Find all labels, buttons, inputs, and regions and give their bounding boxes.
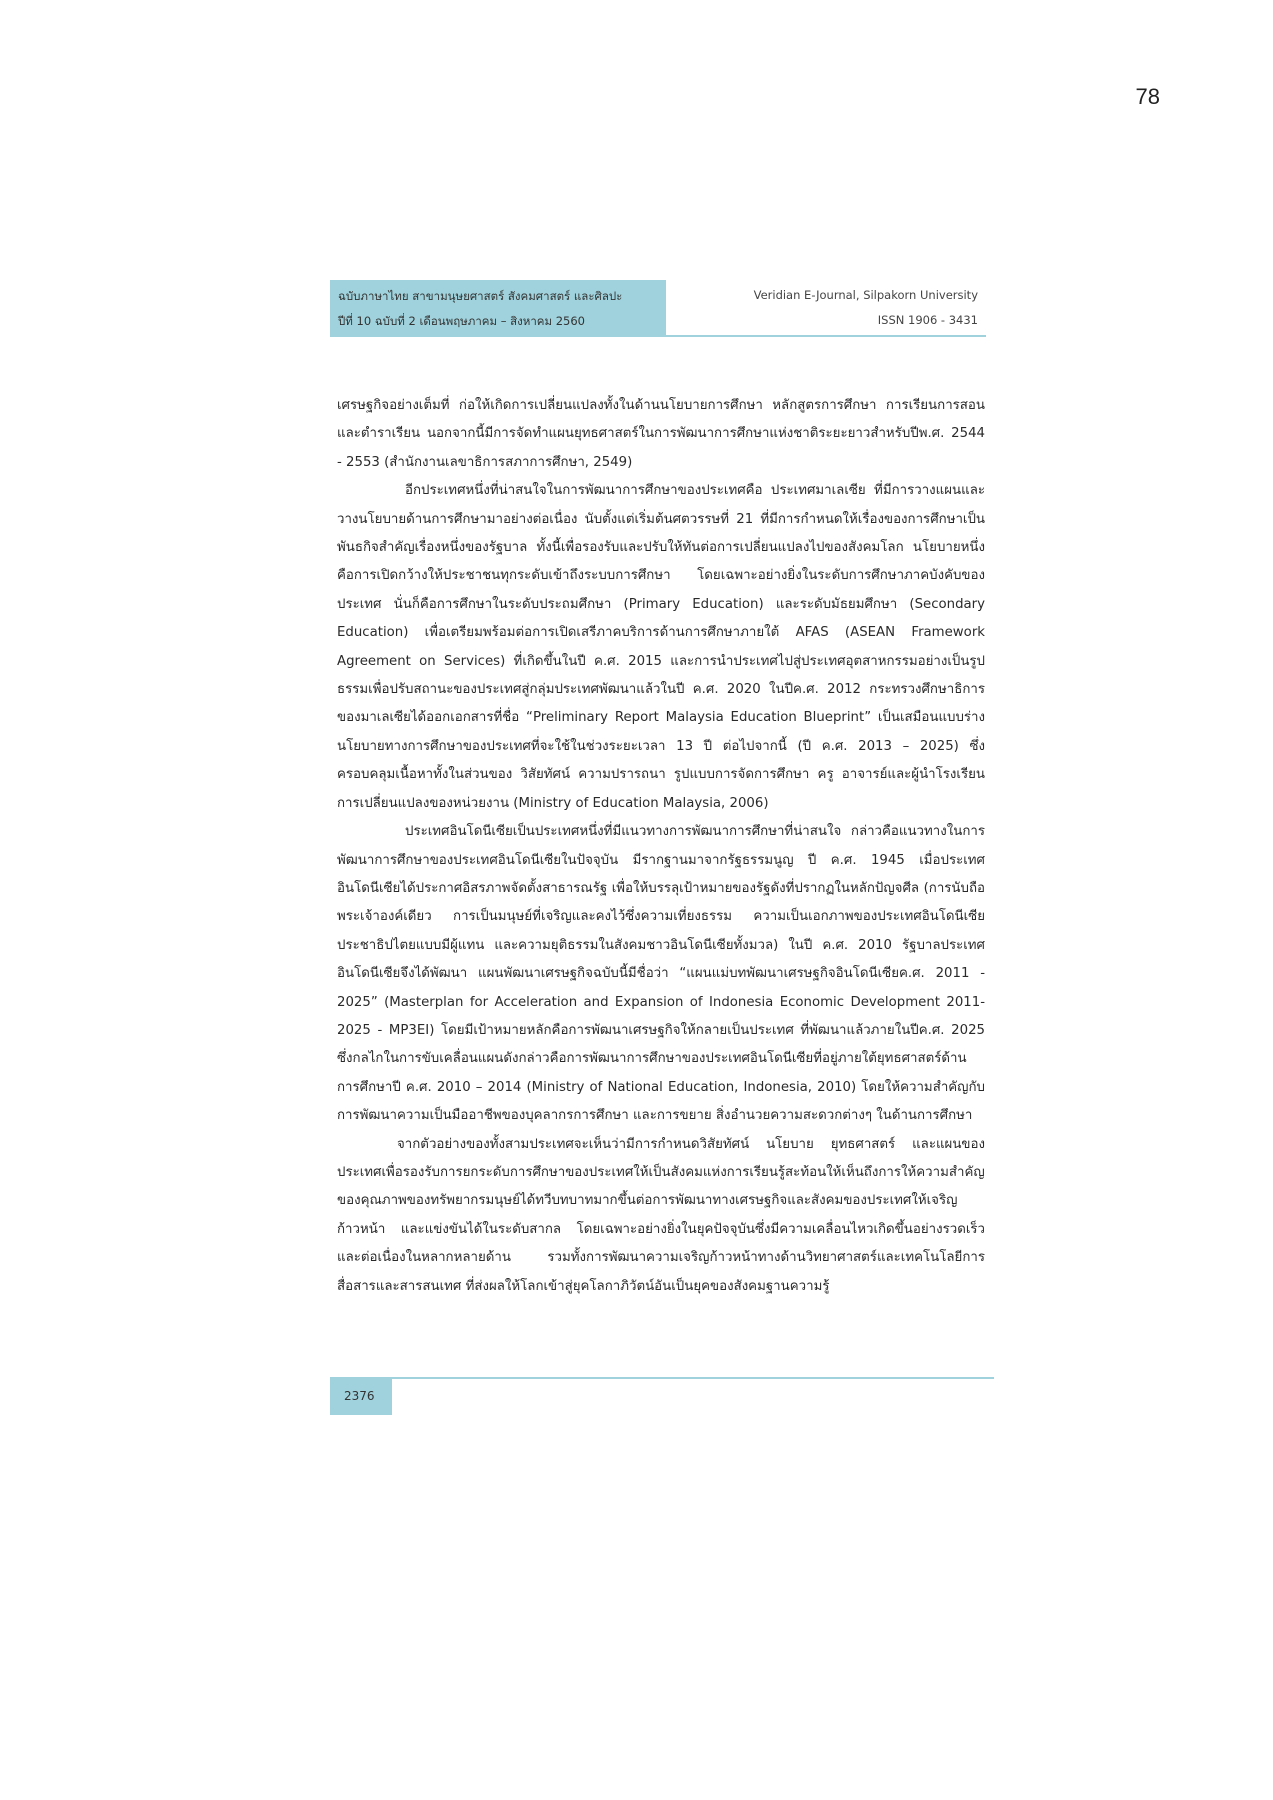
footer-rule (330, 1377, 994, 1379)
paragraph-1: เศรษฐกิจอย่างเต็มที่ ก่อให้เกิดการเปลี่ยนแปลงทั้งในด้านนโยบายการศึกษา หลักสูตรการศึกษา การเรียนการสอนและตำราเรียน นอกจากนี้มีการจัดทำแผนยุทธศาสตร์ในการพัฒนาการศึกษาแห่งชาติระยะยาวสำหรับปีพ.ศ. 2544 - 2553 (สำนักงานเลขาธิการสภาการศึกษา, 2549) (337, 398, 985, 470)
paragraph-3: ประเทศอินโดนีเซียเป็นประเทศหนึ่งที่มีแนวทางการพัฒนาการศึกษาที่น่าสนใจ กล่าวคือแนวทางในการพัฒนาการศึกษาของประเทศอินโดนีเซียในปัจจุบัน มีรากฐานมาจากรัฐธรรมนูญ ปี ค.ศ. 1945 เมื่อประเทศอินโดนีเซียได้ประกาศอิสรภาพจัดตั้งสาธารณรัฐ เพื่อให้บรรลุเป้าหมายของรัฐดังที่ปรากฏในหลักปัญจศีล (การนับถือพระเจ้าองค์เดียว การเป็นมนุษย์ที่เจริญและคงไว้ซึ่งความเที่ยงธรรม ความเป็นเอกภาพของประเทศอินโดนีเซีย ประชาธิปไตยแบบมีผู้แทน และความยุติธรรมในสังคมชาวอินโดนีเซียทั้งมวล) ในปี ค.ศ. 2010 รัฐบาลประเทศอินโดนีเซียจึงได้พัฒนา แผนพัฒนาเศรษฐกิจฉบับนี้มีชื่อว่า “แผนแม่บทพัฒนาเศรษฐกิจอินโดนีเซียค.ศ. 2011 - 2025” (Masterplan for Acceleration and Expansion of Indonesia Economic Development 2011-2025 - MP3EI) โดยมีเป้าหมายหลักคือการพัฒนาเศรษฐกิจให้กลายเป็นประเทศ ที่พัฒนาแล้วภายในปีค.ศ. 2025 ซึ่งกลไกในการขับเคลื่อนแผนดังกล่าวคือการพัฒนาการศึกษาของประเทศอินโดนีเซียที่อยู่ภายใต้ยุทธศาสตร์ด้านการศึกษาปี ค.ศ. 2010 – 2014 (Ministry of National Education, Indonesia, 2010) โดยให้ความสำคัญกับการพัฒนาความเป็นมืออาชีพของบุคลากรการศึกษา และการขยาย สิ่งอำนวยความสะดวกต่างๆ ในด้านการศึกษา (337, 824, 985, 1124)
paragraph-4: จากตัวอย่างของทั้งสามประเทศจะเห็นว่ามีการกำหนดวิสัยทัศน์ นโยบาย ยุทธศาสตร์ และแผนของประเทศเพื่อรองรับการยกระดับการศึกษาของประเทศให้เป็นสังคมแห่งการเรียนรู้สะท้อนให้เห็นถึงการให้ความสำคัญของคุณภาพของทรัพยากรมนุษย์ได้ทวีบทบาทมากขึ้นต่อการพัฒนาทางเศรษฐกิจและสังคมของประเทศให้เจริญก้าวหน้า และแข่งขันได้ในระดับสากล โดยเฉพาะอย่างยิ่งในยุคปัจจุบันซึ่งมีความเคลื่อนไหวเกิดขึ้นอย่างรวดเร็วและต่อเนื่องในหลากหลายด้าน รวมทั้งการพัฒนาความเจริญก้าวหน้าทางด้านวิทยาศาสตร์และเทคโนโลยีการสื่อสารและสารสนเทศ ที่ส่งผลให้โลกเข้าสู่ยุคโลกาภิวัตน์อันเป็นยุคของสังคมฐานความรู้ (337, 1136, 985, 1294)
header-rule (666, 335, 986, 337)
header-journal-name: Veridian E-Journal, Silpakorn University (753, 288, 978, 302)
header-issn: ISSN 1906 - 3431 (877, 313, 978, 327)
outer-page-number: 78 (1135, 84, 1160, 109)
header-section-label: ฉบับภาษาไทย สาขามนุษยศาสตร์ สังคมศาสตร์ และศิลปะ (338, 289, 623, 303)
journal-page-number: 2376 (344, 1389, 375, 1403)
journal-header (330, 280, 986, 337)
header-left-box (330, 280, 666, 337)
article-body (337, 392, 985, 1301)
header-issue-label: ปีที่ 10 ฉบับที่ 2 เดือนพฤษภาคม – สิงหาคม 2560 (338, 314, 585, 328)
footer-page-box (330, 1377, 392, 1415)
paragraph-2: อีกประเทศหนึ่งที่น่าสนใจในการพัฒนาการศึกษาของประเทศคือ ประเทศมาเลเซีย ที่มีการวางแผนและวางนโยบายด้านการศึกษามาอย่างต่อเนื่อง นับตั้งแต่เริ่มต้นศตวรรษที่ 21 ที่มีการกำหนดให้เรื่องของการศึกษาเป็นพันธกิจสำคัญเรื่องหนึ่งของรัฐบาล ทั้งนี้เพื่อรองรับและปรับให้ทันต่อการเปลี่ยนแปลงไปของสังคมโลก นโยบายหนึ่งคือการเปิดกว้างให้ประชาชนทุกระดับเข้าถึงระบบการศึกษา โดยเฉพาะอย่างยิ่งในระดับการศึกษาภาคบังคับของประเทศ นั่นก็คือการศึกษาในระดับประถมศึกษา (Primary Education) และระดับมัธยมศึกษา (Secondary Education) เพื่อเตรียมพร้อมต่อการเปิดเสรีภาคบริการด้านการศึกษาภายใต้ AFAS (ASEAN Framework Agreement on Services) ที่เกิดขึ้นในปี ค.ศ. 2015 และการนำประเทศไปสู่ประเทศอุตสาหกรรมอย่างเป็นรูปธรรมเพื่อปรับสถานะของประเทศสู่กลุ่มประเทศพัฒนาแล้วในปี ค.ศ. 2020 ในปีค.ศ. 2012 กระทรวงศึกษาธิการของมาเลเซียได้ออกเอกสารที่ชื่อ “Preliminary Report Malaysia Education Blueprint” เป็นเสมือนแบบร่างนโยบายทางการศึกษาของประเทศที่จะใช้ในช่วงระยะเวลา 13 ปี ต่อไปจากนี้ (ปี ค.ศ. 2013 – 2025) ซึ่งครอบคลุมเนื้อหาทั้งในส่วนของ วิสัยทัศน์ ความปรารถนา รูปแบบการจัดการศึกษา ครู อาจารย์และผู้นำโรงเรียน การเปลี่ยนแปลงของหน่วยงาน (Ministry of Education Malaysia, 2006) (337, 483, 985, 811)
